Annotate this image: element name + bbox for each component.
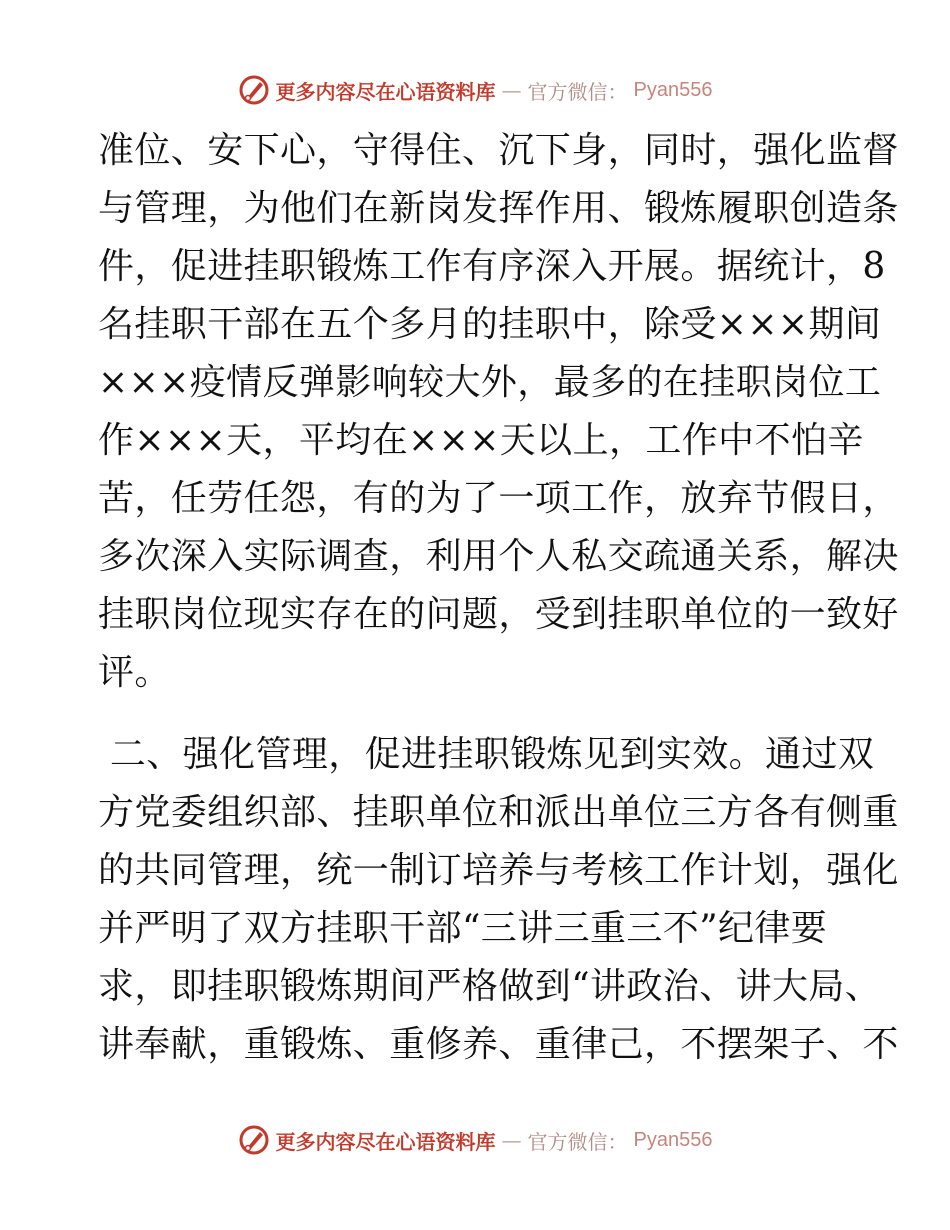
text-line: 与管理，为他们在新岗发挥作用、锻炼履职创造条	[98, 188, 899, 229]
paragraph-spacer	[98, 702, 858, 726]
text-line: 方党委组织部、挂职单位和派出单位三方各有侧重	[98, 792, 899, 833]
footer-watermark	[0, 1120, 950, 1160]
text-line: 挂职岗位现实存在的问题，受到挂职单位的一致好	[98, 594, 899, 635]
text-line: 名挂职干部在五个多月的挂职中，除受×××期间	[98, 304, 882, 345]
document-body	[98, 122, 899, 1074]
text-line: 的共同管理，统一制订培养与考核工作计划，强化	[98, 850, 899, 891]
text-line: 作×××天，平均在×××天以上，工作中不怕辛	[98, 420, 864, 461]
text-line: 二、强化管理，促进挂职锻炼见到实效。通过双	[98, 734, 875, 775]
watermark-brand-text: 更多内容尽在心语资料库	[275, 79, 496, 104]
paragraph-1	[98, 122, 899, 702]
header-watermark	[0, 70, 950, 110]
text-line: ×××疫情反弹影响较大外，最多的在挂职岗位工	[98, 362, 882, 403]
watermark-wechat-label: 官方微信：	[527, 79, 628, 104]
text-line: 件，促进挂职锻炼工作有序深入开展。据统计，8	[98, 246, 886, 287]
watermark-wechat-label: 官方微信：	[527, 1129, 628, 1154]
paragraph-2	[98, 726, 899, 1074]
watermark-separator: —	[501, 1128, 522, 1152]
watermark-wechat-id: Pyan556	[633, 1128, 713, 1151]
text-line: 求，即挂职锻炼期间严格做到“讲政治、讲大局、	[98, 966, 882, 1007]
text-line: 并严明了双方挂职干部“三讲三重三不”纪律要	[98, 908, 828, 949]
watermark-brand-text: 更多内容尽在心语资料库	[275, 1129, 496, 1154]
watermark-wechat-id: Pyan556	[633, 78, 713, 101]
text-line: 准位、安下心，守得住、沉下身，同时，强化监督	[98, 130, 899, 171]
pen-seal-icon	[238, 1124, 270, 1156]
watermark-separator: —	[501, 78, 522, 102]
text-line: 评。	[98, 652, 171, 693]
pen-seal-icon	[238, 74, 270, 106]
text-line: 多次深入实际调查，利用个人私交疏通关系，解决	[98, 536, 899, 577]
text-line: 苦，任劳任怨，有的为了一项工作，放弃节假日，	[98, 478, 899, 519]
text-line: 讲奉献，重锻炼、重修养、重律己，不摆架子、不	[98, 1024, 899, 1065]
